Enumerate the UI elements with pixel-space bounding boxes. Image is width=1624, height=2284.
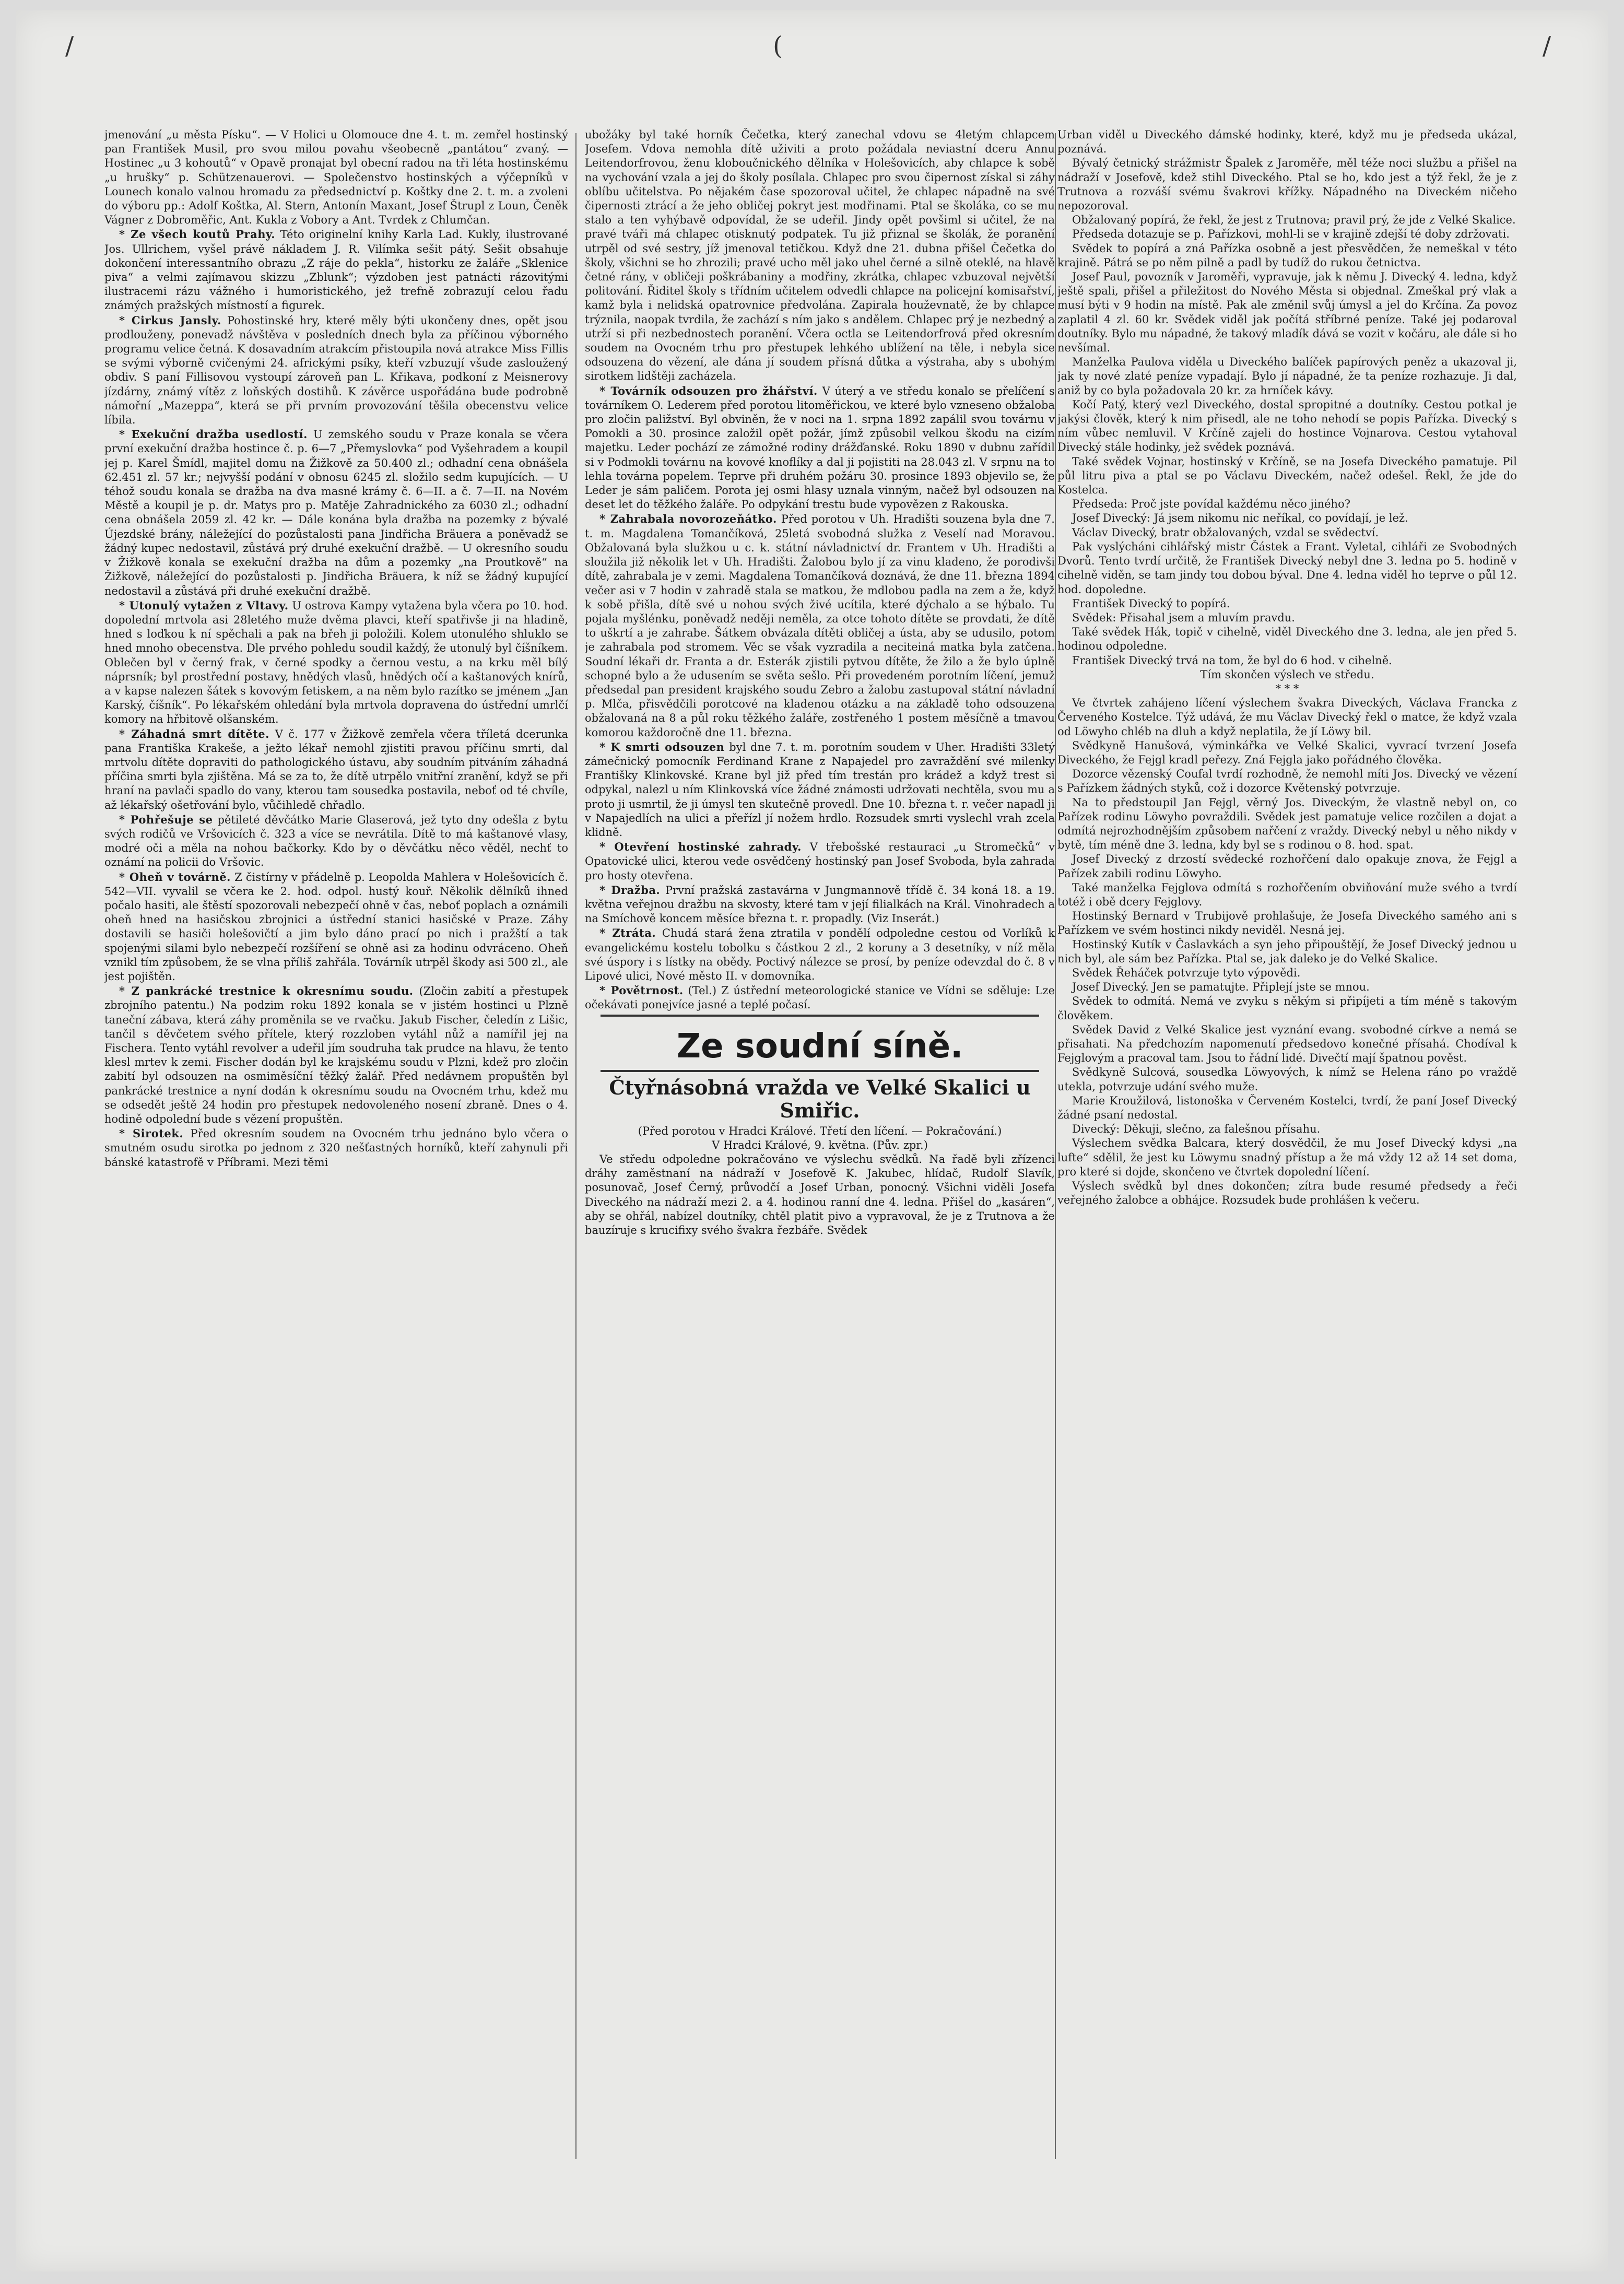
- paragraph: [104, 128, 568, 227]
- paragraph: [1057, 497, 1517, 511]
- paragraph: [1057, 1122, 1517, 1136]
- paragraph: [104, 313, 568, 428]
- paragraph-text: Tím skončen výslech ve středu.: [1200, 668, 1374, 681]
- news-heading: * Ze všech koutů Prahy.: [119, 228, 276, 241]
- paragraph-text: Obžalovaný popírá, že řekl, že jest z Trutnova; pravil prý, že jde z Velké Skalice.: [1072, 214, 1516, 227]
- news-heading: * Exekuční dražba usedlostí.: [119, 428, 308, 441]
- paragraph-text: Ve čtvrtek zahájeno líčení výslechem švakra Diveckých, Václava Francka z Červeného Kostelce. Týž udává, že mu Václav Divecký řekl o matce, že když vzala od Löwyho chléb na dluh a když neplatila, že jí Löwy bil.: [1057, 697, 1517, 738]
- paragraph-text: (Tel.) Z ústřední meteorologické stanice ve Vídni se sděluje: Lze očekávati ponejvíce jasné a teplé počasí.: [585, 984, 1055, 1011]
- paragraph: [1057, 654, 1517, 668]
- column-rule-1: [575, 133, 576, 2159]
- paragraph: [585, 1152, 1055, 1238]
- paragraph-text: Manželka Paulova viděla u Diveckého balíček papírových peněz a ukazoval ji, jak ty nové zlaté peníze vypadají. Bylo jí nápadné, že ta peníze rozhazuje. Ji dal, aniž by co byla požadovala 20 kr. za hrníček kávy.: [1057, 356, 1517, 397]
- paragraph: [1057, 625, 1517, 653]
- paragraph: [1057, 540, 1517, 597]
- news-heading: * Cirkus Jansly.: [119, 313, 221, 327]
- paragraph-text: Pak vyslýcháni cihlářský mistr Částek a Frant. Vyletal, cihláři ze Svobodných Dvorů. Tento tvrdí určitě, že František Divecký nebyl dne 3. ledna po 5. hodině v cihelně viděn, se tam jindy tou dobou býval. Dne 4. ledna viděl ho teprve o půl 12. hod. dopoledne.: [1057, 540, 1517, 596]
- paragraph-text: Svědek Řeháček potvrzuje tyto výpovědi.: [1072, 966, 1301, 979]
- news-heading: * Zahrabala novorozeňátko.: [599, 512, 777, 526]
- paragraph: [104, 813, 568, 870]
- paragraph-text: Divecký: Děkuji, slečno, za falešnou přísahu.: [1072, 1123, 1321, 1136]
- paragraph-text: jmenování „u města Písku“. — V Holici u Olomouce dne 4. t. m. zemřel hostinský pan František Musil, pro svou milou povahu všeobecně „pantátou“ zvaný. — Hostinec „u 3 kohoutů“ v Opavě pronajat byl obecní radou na tři léta hostinskému „u hrušky“ p. Schützenauerovi. — Společenstvo hostinských a výčepníků v Lounech konalo valnou hromadu za předsednictví p. Koštky dne 2. t. m. a zvoleni do výboru pp.: Adolf Koštka, Al. Stern, Antonín Maxant, Josef Štrupl z Loun, Čeněk Vágner z Dobroměřic, Ant. Kukla z Vobory a Ant. Tvrdek z Chlumčan.: [104, 128, 568, 227]
- paragraph: [1057, 455, 1517, 498]
- paragraph-text: První pražská zastavárna v Jungmannově třídě č. 34 koná 18. a 19. května veřejnou dražbu na skvosty, které tam v její filialkách na Král. Vinohradech a na Smíchově koncem měsíce března t. r. propadly. (Viz Inserát.): [585, 884, 1055, 925]
- paragraph-text: (Zločin zabití a přestupek zbrojního patentu.) Na podzim roku 1892 konala se v jistém hostinci u Plzně taneční zábava, která záhy proměnila se ve rvačku. Jakub Fischer, čeledín z Lišic, tančil s děvčetem svého přítele, který rozzloben vytáhl nůž a namířil jej na Fischera. Tento vytáhl revolver a udeřil jím soudruha tak prudce na hlavu, že tento klesl mrtev k zemi. Fischer dodán byl ke krajskému soudu v Plzni, kdež pro zločin zabití byl odsouzen na osmiměsíční těžký žalář. Před nedávnem propuštěn byl pankrácké trestnice a nyní dodán k okresnímu soudu na Ovocném trhu, kdež mu se odsedět ještě 24 hodin pro přestupek nedovoleného nosení zbraně. Dnes o 4. hodině odpolední bude s vězení propuštěn.: [104, 985, 568, 1126]
- paragraph-text: Z čistírny v přádelně p. Leopolda Mahlera v Holešovicích č. 542—VII. vyvalil se včera ke 2. hod. odpol. hustý kouř. Několik dělníků ihned počalo hasiti, ale štěstí spozorovali nebezpečí ohně v čas, neboť poplach a oznámili oheň hned na hasičskou zbrojnici a ústřední stanici hasičské v Praze. Záhy dostavili se hasiči holešovičtí a jim bylo dáno prací po nich i pražští a tak spojenými silami bylo nebezpečí rozšíření se ohně asi za hodinu odvráceno. Oheň vznikl tím způsobem, že se vlna příliš zahřála. Továrník utrpěl škody asi 500 zl., ale jest pojištěn.: [104, 870, 568, 983]
- paragraph-text: Předseda: Proč jste povídal každému něco jiného?: [1072, 498, 1350, 511]
- paragraph: [1057, 938, 1517, 966]
- paragraph: [1057, 1136, 1517, 1179]
- news-heading: * Z pankrácké trestnice k okresnímu soudu.: [119, 984, 414, 998]
- paragraph-text: Marie Kroužilová, listonoška v Červeném Kostelci, tvrdí, že paní Josef Divecký žádné psaní nedostal.: [1057, 1094, 1517, 1122]
- paragraph: [104, 870, 568, 984]
- paragraph-text: U ostrova Kampy vytažena byla včera po 10. hod. dopolední mrtvola asi 28letého muže dvěma plavci, kteří spatřivše ji na hladině, hned s loďkou k ní spěchali a pak na břeh ji položili. Kolem utonulého shluklo se hned mnoho obecenstva. Dle prvého pohledu soudil každý, že utonulý byl číšníkem. Oblečen byl v černý frak, v černé spodky a černou vestu, a na krku měl bílý náprsník; byl prostřední postavy, hnědých vlasů, hnědých očí a kaštanových knírů, a v kapse nalezen šátek s kovovým fetiskem, a na něm bylo razítko se jménem „Jan Karský, číšník“. Po lékařském ohledání byla mrtvola dopravena do ústřední umrlčí komory na hřbitově olšanském.: [104, 599, 568, 726]
- column-rule-2: [1055, 133, 1056, 2159]
- paragraph: [1057, 980, 1517, 994]
- paragraph: [1057, 696, 1517, 739]
- paragraph-text: Kočí Patý, který vezl Diveckého, dostal spropitné a doutníky. Cestou potkal je jakýsi člověk, který k nim přisedl, ale ne toho nehodí se popis Pařízka. Divecký s ním vůbec nemluvil. V Krčíně zajeli do hostince Vojnarova. Cestou vytahoval Divecký stále hodinky, jež svědek poznává.: [1057, 398, 1517, 454]
- paragraph: [104, 427, 568, 598]
- paragraph-text: byl dne 7. t. m. porotním soudem v Uher. Hradišti 33letý zámečnický pomocník Ferdinand Krane z Napajedel pro zavraždění své milenky Františky Klinkovské. Krane byl již před tím trestán pro krádež a když trest si odpykal, nalezl u ním Klinkovská více žádné známosti udržovati nechtěla, svou mu a proto ji usmrtil, že ji úmysl ten skutečně provedl. Dne 10. března t. r. večer napadl ji v Napajedlích na ulici a přeřízl jí nožem hrdlo. Rozsudek smrti vyslechl vrah zcela klidně.: [585, 740, 1055, 839]
- news-heading: * K smrti odsouzen: [599, 740, 725, 754]
- article-title: Čtyřnásobná vražda ve Velké Skalici u Smiřic.: [609, 1075, 1031, 1122]
- paragraph: [1057, 1023, 1517, 1066]
- news-heading: * Ztráta.: [599, 926, 656, 940]
- paragraph: [1057, 242, 1517, 270]
- paragraph: [1057, 526, 1517, 540]
- paragraph-text: Dozorce vězenský Coufal tvrdí rozhodně, že nemohl míti Jos. Divecký ve vězení s Pařízkem žádných styků, což i dozorce Květenský potvrzuje.: [1057, 768, 1517, 795]
- news-heading: * Otevření hostinské zahrady.: [599, 840, 802, 854]
- paragraph: [104, 1126, 568, 1170]
- paragraph: [1057, 227, 1517, 241]
- paragraph-text: Josef Paul, povozník v Jaroměři, vypravuje, jak k němu J. Divecký 4. ledna, když ještě spali, přišel a přiležitost do Nového Města si objednal. Zmeškal prý vlak a musí býti v 9 hodin na místě. Pak ale změnil svůj úmysl a jel do Krčína. Za povoz zaplatil 4 zl. 60 kr. Svědek viděl jak počítá stříbrné peníze. Také jej podaroval doutníky. Bylo mu nápadné, že takový mladík dává se vozit v kočáru, ale dále si ho nevšímal.: [1057, 270, 1517, 355]
- paragraph: [585, 740, 1055, 840]
- paragraph: [585, 840, 1055, 883]
- paragraph-text: V Hradci Králové, 9. května. (Pův. zpr.): [712, 1138, 928, 1151]
- paragraph-text: ubožáky byl také horník Čečetka, který zanechal vdovu se 4letým chlapcem Josefem. Vdova nemohla dítě uživiti a proto požádala neviastní dceru Annu Leitendorfrovou, ženu kloboučnického dělníka v Holešovicích, aby chlapce k sobě na vychování vzala a jej do školy posílala. Chlapec pro svou čipernost získal si záhy oblíbu učitelstva. Po nějakém čase spozoroval učitel, že chlapec nápadně na své čipernosti ztrácí a že jeho obličej pokryt jest modřinami. Ptal se školáka, co se mu stalo a ten vyhýbavě odpovídal, že se udeřil. Jindy opět povšiml si učitel, že na pravé tváři má chlapec otisknutý podpatek. Tu již přiznal se školák, že poranění utrpěl od své sestry, jíž jmenoval tetičkou. Když dne 21. dubna přišel Čečetka do školy, všichni se ho zhrozili; pravé ucho měl jako uhel černé a silně oteklé, na hlavě četné rány, v obličeji poškrábaniny a modřiny, zkrátka, chlapec vzbuzoval největší politování. Řiditel školy s třídním učitelem odvedli chlapce na policejní komisařství, kamž byla i nelidská opatrovnice předvolána. Zapirala houževnatě, že by chlapce trýznila, naopak tvrdila, že zachází s ním jako s andělem. Chlapec prý je nezbedný a utrží si při nezbednostech poranění. Včera octla se Leitendorfrová před okresním soudem na Ovocném trhu pro přestupek lehkého ublížení na těle, i nebyla sice odsouzena do vězení, ale dána jí soudem přísná důtka a výstraha, aby s ubohým sirotkem lidštěji zacházela.: [585, 128, 1055, 383]
- paragraph: [1057, 511, 1517, 525]
- paragraph: [1057, 852, 1517, 880]
- column-2-news: [585, 128, 1055, 1013]
- news-heading: * Oheň v továrně.: [119, 870, 231, 884]
- paragraph: [585, 512, 1055, 739]
- paragraph: [585, 883, 1055, 926]
- paragraph-text: Také svědek Vojnar, hostinský v Krčíně, se na Josefa Diveckého pamatuje. Pil půl litru piva a ptal se po Václavu Diveckém, načež odešel. Řekl, že jde do Kostelca.: [1057, 455, 1517, 497]
- paragraph: [1057, 767, 1517, 795]
- paragraph-text: U zemského soudu v Praze konala se včera první exekuční dražba hostince č. p. 6—7 „Přemyslovka“ pod Vyšehradem a koupil jej p. Karel Šmídl, majitel domu na Žižkově za 50.400 zl.; odhadní cena obnášela 62.451 zl. 57 kr.; nejvyšší podání v obnosu 6245 zl. složilo sedm kupujících. — U téhož soudu konala se dražba na dva masné krámy č. 6—II. a č. 7—II. na Novém Městě a koupil je p. dr. Matys pro p. Matěje Zahradnického za 6030 zl.; odhadní cena obnášela 2059 zl. 42 kr. — Dále konána byla dražba na pozemky z bývalé Újezdské brány, náležející do pozůstalosti pana Jindřicha Bräuera a poněvadž se žádný kupec nedostavil, zůstává prý druhé exekuční dražbě. — U okresního soudu v Žižkově konala se exekuční dražba na dům a pozemky „na Proutkově“ na Žižkově, náležející do pozůstalosti p. Jindřicha Bräuera, k níž se žádný kupující nedostavil a zůstává při druhé exekuční dražbě.: [104, 428, 568, 597]
- paragraph: [1057, 994, 1517, 1022]
- paragraph-text: Václav Divecký, bratr obžalovaných, vzdal se svědectví.: [1072, 526, 1379, 539]
- paragraph: [1057, 213, 1517, 227]
- paragraph-text: Svědkyně Hanušová, výminkářka ve Velké Skalici, vyvrací tvrzení Josefa Diveckého, že Fejgl kradl peřezy. Zná Fejgla jako pořádného člověka.: [1057, 739, 1517, 766]
- paragraph-text: Chudá stará žena ztratila v pondělí odpoledne cestou od Vorlíků k evangelickému kostelu tobolku s částkou 2 zl., 2 koruny a 3 desetníky, v níž měla své úspory i s lístky na obědy. Poctivý nálezce se prosí, by peníze odevzdal do č. 8 v Lipové ulici, Nové město II. v domovníka.: [585, 927, 1055, 982]
- paragraph-text: Svědek: Přisahal jsem a mluvím pravdu.: [1072, 611, 1295, 624]
- paragraph: [104, 227, 568, 313]
- news-heading: * Továrník odsouzen pro žhářství.: [599, 384, 818, 397]
- paragraph-text: V třebošské restauraci „u Stromečků“ v Opatovické ulici, kterou vede osvědčený hostinský pan Josef Svoboda, byla zahrada pro hosty otevřena.: [585, 841, 1055, 882]
- paragraph: [1057, 1065, 1517, 1093]
- section-title: Ze soudní síně.: [676, 1027, 963, 1066]
- paragraph: [1057, 1179, 1517, 1207]
- paragraph-text: Pohostinské hry, které měly býti ukončeny dnes, opět jsou prodlouženy, ponevadž návštěva v posledních dnech byla za příčinou výborného programu velice četná. K dosavadním atrakcím přistoupila nová atrakce Miss Fillis se svými výborně cvičenými 24. africkými psíky, kteří vzbuzují všude zasloužený obdiv. S paní Fillisovou vystoupí zároveň pan L. Křikava, podkoní z Meisnerovy jízdárny, známý vítěz z loňských dostihů. K závěrce uspořádána bude podrobně námořní „Mazeppa“, která se při prvním provozování těšila obecenstvu velice líbila.: [104, 314, 568, 427]
- news-heading: * Pohřešuje se: [119, 813, 213, 826]
- paragraph-text: Ve středu odpoledne pokračováno ve výslechu svědků. Na řadě byli zřízenci dráhy zaměstnaní na nádraží v Josefově K. Jakubec, hlídač, Rudolf Slavík, posunovač, Josef Černý, průvodčí a Josef Urban, ponocný. Všichni viděli Josefa Diveckého na nádraží mezi 2. a 4. hodinou ranní dne 4. ledna. Přišel do „kasáren“, aby se ohřál, nabízel doutníky, chtěl platit pivo a vypravoval, že je z Trutnova a že bauzíruje s krucifixy svého švakra řezbáře. Svědek: [585, 1153, 1055, 1237]
- column-1: [104, 128, 568, 2175]
- paragraph-text: Hostinský Bernard v Trubijově prohlašuje, že Josefa Diveckého samého ani s Pařízkem ve svém hostinci nikdy neviděl. Nesná jej.: [1057, 910, 1517, 937]
- paragraph: [585, 926, 1055, 983]
- news-heading: * Záhadná smrt dítěte.: [119, 727, 269, 740]
- paragraph: [1057, 611, 1517, 625]
- paragraph-text: (Před porotou v Hradci Králové. Třetí den líčení. — Pokračování.): [638, 1124, 1002, 1137]
- paragraph: [104, 598, 568, 727]
- paragraph-text: Před okresním soudem na Ovocném trhu jednáno bylo včera o smutném osudu sirotka po jednom z 320 nešťastných horníků, kteří zahynuli při bánské katastrofě v Příbrami. Mezi těmi: [104, 1127, 568, 1169]
- paragraph: [1057, 796, 1517, 853]
- newspaper-page: [16, 10, 1608, 2271]
- paragraph-text: Svědek to popírá a zná Pařízka osobně a jest přesvědčen, že nemeškal v této krajině. Pátrá se po něm pilně a padl by tudíž do rukou četnictva.: [1057, 242, 1517, 269]
- news-heading: * Utonulý vytažen z Vltavy.: [119, 598, 289, 612]
- column-2: [585, 128, 1055, 2175]
- news-heading: * Sirotek.: [119, 1127, 184, 1140]
- paragraph-text: Josef Divecký: Já jsem nikomu nic neříkal, co povídají, je lež.: [1072, 512, 1408, 525]
- paragraph: [1057, 739, 1517, 767]
- paragraph-text: pětileté děvčátko Marie Glaserová, jež tyto dny odešla z bytu svých rodičů ve Vršovicích č. 323 a více se nevrátila. Dítě to má kaštanové vlasy, modré oči a měla na nohou bačkorky. Kdo by o děvčátku něco věděl, nechť to oznámí na policii do Vršovic.: [104, 813, 568, 869]
- news-heading: * Dražba.: [599, 883, 661, 897]
- paragraph: [1057, 966, 1517, 980]
- paragraph: [104, 727, 568, 813]
- paragraph-text: Na to předstoupil Jan Fejgl, věrný Jos. Diveckým, že vlastně nebyl on, co Pařízek rodinu Löwyho povraždili. Svědek jest pamatuje velice rozčilen a dojat a odmítá nejrozhodnějším způsobem nařčení z vraždy. Divecký nebyl u něho nikdy v bytě, tím méně dne 3. ledna, kdy byl se s rodinou o 8. hod. spat.: [1057, 796, 1517, 852]
- paragraph-text: Svědkyně Sulcová, sousedka Löwyových, k nímž se Helena ráno po vraždě utekla, potvrzuje udání svého muže.: [1057, 1066, 1517, 1093]
- paragraph-text: * * *: [1275, 682, 1299, 695]
- paragraph-text: Výslechem svědka Balcara, který dosvědčil, že mu Josef Divecký kdysi „na lufte“ sdělil, že jest ku Löwymu snadný přístup a že má vždy 12 až 14 set doma, pro které si dojde, skončeno ve čtvrtek dopolední líčení.: [1057, 1137, 1517, 1178]
- column-3: [1057, 128, 1517, 2175]
- paragraph: [1057, 156, 1517, 213]
- section-rule-bottom: [601, 1070, 1039, 1072]
- paragraph-text: Urban viděl u Diveckého dámské hodinky, které, když mu je předseda ukázal, poznává.: [1057, 128, 1517, 156]
- paragraph-text: V č. 177 v Žižkově zemřela včera tříletá dcerunka pana Františka Krakeše, a ježto lékař nemohl zjistiti pravou příčinu smrti, dal mrtvolu dítěte dopraviti do pathologického ústavu, aby soudním pitváním záhadná příčina smrti byla zjištěna. Má se za to, že dítě utrpělo vnitřní zranění, když se při hraní na pavlači spadlo do vany, kterou tam sousedka postavila, neboť od té chvíle, až lékařský ošetřování bylo, vůčihledě chřadlo.: [104, 727, 568, 811]
- page-top-mark-center: (: [773, 31, 783, 61]
- paragraph-text: Předseda dotazuje se p. Pařízkovi, mohl-li se v krajině zdejší té doby zdržovati.: [1072, 228, 1510, 241]
- paragraph-text: Svědek David z Velké Skalice jest vyznání evang. svobodné církve a nemá se přisahati. Na předchozím napomenutí předsedovo konečné přísahá. Chodíval k Fejglovým a pracoval tam. Jsou to řádní lidé. Divečtí mají špatnou pověst.: [1057, 1023, 1517, 1065]
- paragraph: [1057, 909, 1517, 937]
- paragraph: [1057, 682, 1517, 696]
- page-corner-mark-left: /: [65, 31, 74, 61]
- paragraph-text: Před porotou v Uh. Hradišti souzena byla dne 7. t. m. Magdalena Tomančíková, 25letá svobodná služka z Veselí nad Moravou. Obžalovaná byla služkou u c. k. státní návladnictví dr. Frantem v Uh. Hradišti a sloužila již několik let v Uh. Hradišti. Žalobou bylo jí za vinu kladeno, že porodivši dítě, zahrabala je v zemi. Magdalena Tomančíková doznává, že dne 11. března 1894 večer asi v 7 hodin v zahradě stala se matkou, že mdlobou padla na zem a že, když k sobě přišla, dítě své u nohou svých živé ucítila, které dýchalo a se hýbalo. Tu pojala myšlénku, poněvadž neději neměla, za otce tohoto dítěte se provdati, že dítě to uškrtí a je zahrabe. Šátkem obvázala dítěti obličej a ústa, aby se udusilo, potom je zahrabala pod stromem. Věc se však vyzradila a neciteiná matka byla zatčena. Soudní lékaři dr. Franta a dr. Esterák zjistili pytvou dítěte, že žilo a že bylo úplně schopné bylo a že udusením se světa sešlo. Při provedeném porotním líčení, jemuž předsedal pan president krajského soudu Zebro a žalobu zastupoval státní návladní p. Mlča, přisvědčili porotcové na kladenou otázku a na základě toho odsouzena obžalovaná na 8 a půl roku těžkého žaláře, zostřeného 1 postem měsíčně a tmavou komorou každoročně dne 11. března.: [585, 513, 1055, 739]
- paragraph-text: Hostinský Kutík v Časlavkách a syn jeho připouštějí, že Josef Divecký jednou u nich byl, ale sám bez Pařízka. Ptal se, jak daleko je do Velké Skalice.: [1057, 938, 1517, 965]
- paragraph: [585, 983, 1055, 1012]
- paragraph-text: Také svědek Hák, topič v cihelně, viděl Diveckého dne 3. ledna, ale jen před 5. hodinou odpoledne.: [1057, 626, 1517, 653]
- paragraph: [1057, 1094, 1517, 1122]
- column-2-court-report: [585, 1124, 1055, 1238]
- news-heading: * Povětrnost.: [599, 984, 684, 997]
- paragraph: [104, 984, 568, 1126]
- paragraph: [585, 1124, 1055, 1138]
- paragraph-text: Josef Divecký z drzostí svědecké rozhořčení dalo opakuje znova, že Fejgl a Pařízek zabili rodinu Löwyho.: [1057, 853, 1517, 880]
- section-rule-top: [601, 1015, 1039, 1017]
- paragraph: [1057, 881, 1517, 909]
- paragraph: [1057, 398, 1517, 455]
- paragraph-text: Josef Divecký. Jen se pamatujte. Připlejí jste se mnou.: [1072, 981, 1370, 994]
- paragraph-text: Této originelní knihy Karla Lad. Kukly, ilustrované Jos. Ullrichem, vyšel právě nákladem J. R. Vilímka sešit pátý. Sešit obsahuje dokončení interessantního obrazu „Z ráje do pekla“, historku ze žaláře „Sklenice piva“ a velmi zajímavou skizzu „Zblunk“; výzdoben jest patnácti rázovitými ilustracemi rázu vážného i humoristického, jež trefně zobrazují celou řadu známých pražských místností a figurek.: [104, 228, 568, 312]
- paragraph: [1057, 668, 1517, 682]
- paragraph-text: František Divecký to popírá.: [1072, 597, 1230, 610]
- paragraph: [1057, 355, 1517, 398]
- paragraph: [1057, 597, 1517, 611]
- paragraph-text: Výslech svědků byl dnes dokončen; zítra bude resumé předsedy a řeči veřejného žalobce a obhájce. Rozsudek bude prohlášen k večeru.: [1057, 1180, 1517, 1207]
- paragraph-text: V úterý a ve středu konalo se přelíčení s továrníkem O. Lederem před porotou litoměřickou, ve které bylo vzneseno obžaloba pro zločin paližství. Byl obviněn, že v noci na 1. srpna 1892 zapálil svou továrnu v Pomokli a 30. prosince založil opět požár, jímž způsobil velkou škodu na cizím majetku. Leder pochází ze zámožné rodiny drážďanské. Roku 1890 v dubnu zařídil si v Podmokli továrnu na kovové knoflíky a dal ji pojistiti na 28.043 zl. V srpnu na to lehla továrna popelem. Teprve při druhém požáru 30. prosince 1893 objevilo se, že Leder je sám paličem. Porota jej osmi hlasy uznala vinným, načež byl odsouzen na deset let do těžkého žaláře. Po odpykání trestu bude vypovězen z Rakouska.: [585, 384, 1055, 511]
- paragraph-text: Svědek to odmítá. Nemá ve zvyku s někým si připíjeti a tím méně s takovým člověkem.: [1057, 995, 1517, 1022]
- page-corner-mark-right: /: [1542, 31, 1551, 61]
- paragraph: [585, 384, 1055, 512]
- paragraph-text: Bývalý četnický strážmistr Špalek z Jaroměře, měl téže noci službu a přišel na nádraží v Josefově, kdež stihl Diveckého. Ptal se ho, kdo jest a týž řekl, že je z Trutnova a rozváší svému švakrovi křížky. Nápadného na Diveckém ničeho nepozoroval.: [1057, 157, 1517, 213]
- paragraph-text: Také manželka Fejglova odmítá s rozhořčením obviňování muže svého a tvrdí totéž i obě dcery Fejglovy.: [1057, 881, 1517, 908]
- paragraph: [585, 1138, 1055, 1152]
- paragraph: [1057, 270, 1517, 355]
- paragraph: [1057, 128, 1517, 156]
- paragraph: [585, 128, 1055, 384]
- paragraph-text: František Divecký trvá na tom, že byl do 6 hod. v cihelně.: [1072, 654, 1392, 667]
